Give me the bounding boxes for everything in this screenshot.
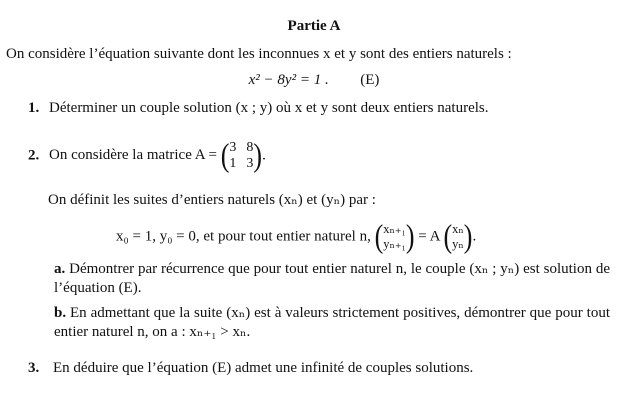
equation-label: (E) <box>360 72 380 88</box>
question-1-number: 1. <box>28 100 40 116</box>
question-1-text: Déterminer un couple solution (x ; y) où x et y sont deux entiers naturels. <box>49 100 489 116</box>
vec-left-paren: ( <box>374 218 384 255</box>
question-2b-label: b. <box>54 305 67 321</box>
vec-right-close-paren: ) <box>463 218 473 255</box>
vec-left-close-paren: ) <box>405 218 415 255</box>
question-2: 2. On considère la matrice A = ( 3 8 1 3 ). <box>28 137 266 174</box>
matrix-cell: 1 <box>229 156 237 171</box>
question-3-number: 3. <box>28 360 40 376</box>
question-2b <box>54 304 610 342</box>
matrix-A <box>229 140 253 172</box>
question-2a <box>54 260 610 298</box>
vec-right-paren: ( <box>443 218 453 255</box>
vector-entry: xₙ <box>452 222 464 236</box>
vector-entry: yₙ₊₁ <box>383 237 406 251</box>
matrix-cell: 3 <box>229 140 237 155</box>
matrix-left-paren: ( <box>220 137 230 174</box>
vector-current <box>452 222 464 252</box>
recurrence-relation: x₀ = 1, y₀ = 0, et pour tout entier naturel n, ( xₙ₊₁ yₙ₊₁ ) = A ( xₙ yₙ ). <box>116 218 477 255</box>
sequence-definition: On définit les suites d’entiers naturels (xₙ) et (yₙ) par : <box>48 192 376 208</box>
matrix-cell: 8 <box>246 140 254 155</box>
matrix-right-paren: ) <box>253 137 263 174</box>
question-3-text: En déduire que l’équation (E) admet une infinité de couples solutions. <box>53 360 474 376</box>
question-2a-label: a. <box>54 261 66 277</box>
vector-entry: yₙ <box>452 237 464 251</box>
question-2b-text: En admettant que la suite (xₙ) est à valeurs strictement positives, démontrer que pour tout entier naturel n, on a : xₙ₊₁ > xₙ. <box>54 305 610 340</box>
question-2-text: On considère la matrice A = <box>49 147 217 164</box>
recurrence-lead: x₀ = 1, y₀ = 0, et pour tout entier naturel n, <box>116 228 371 245</box>
equation-line <box>0 72 628 89</box>
question-3 <box>28 360 473 377</box>
question-1 <box>28 100 488 117</box>
matrix-cell: 3 <box>246 156 254 171</box>
equation: x² − 8y² = 1 . <box>248 72 329 88</box>
question-2-number: 2. <box>28 147 40 164</box>
equals-A: = A <box>418 228 440 245</box>
vector-entry: xₙ₊₁ <box>383 222 406 236</box>
intro-text: On considère l’équation suivante dont les inconnues x et y sont des entiers naturels : <box>6 46 512 62</box>
page-title: Partie A <box>287 18 341 34</box>
question-2a-text: Démontrer par récurrence que pour tout entier naturel n, le couple (xₙ ; yₙ) est solution de l’équation (E). <box>54 261 610 296</box>
vector-next <box>383 222 406 252</box>
